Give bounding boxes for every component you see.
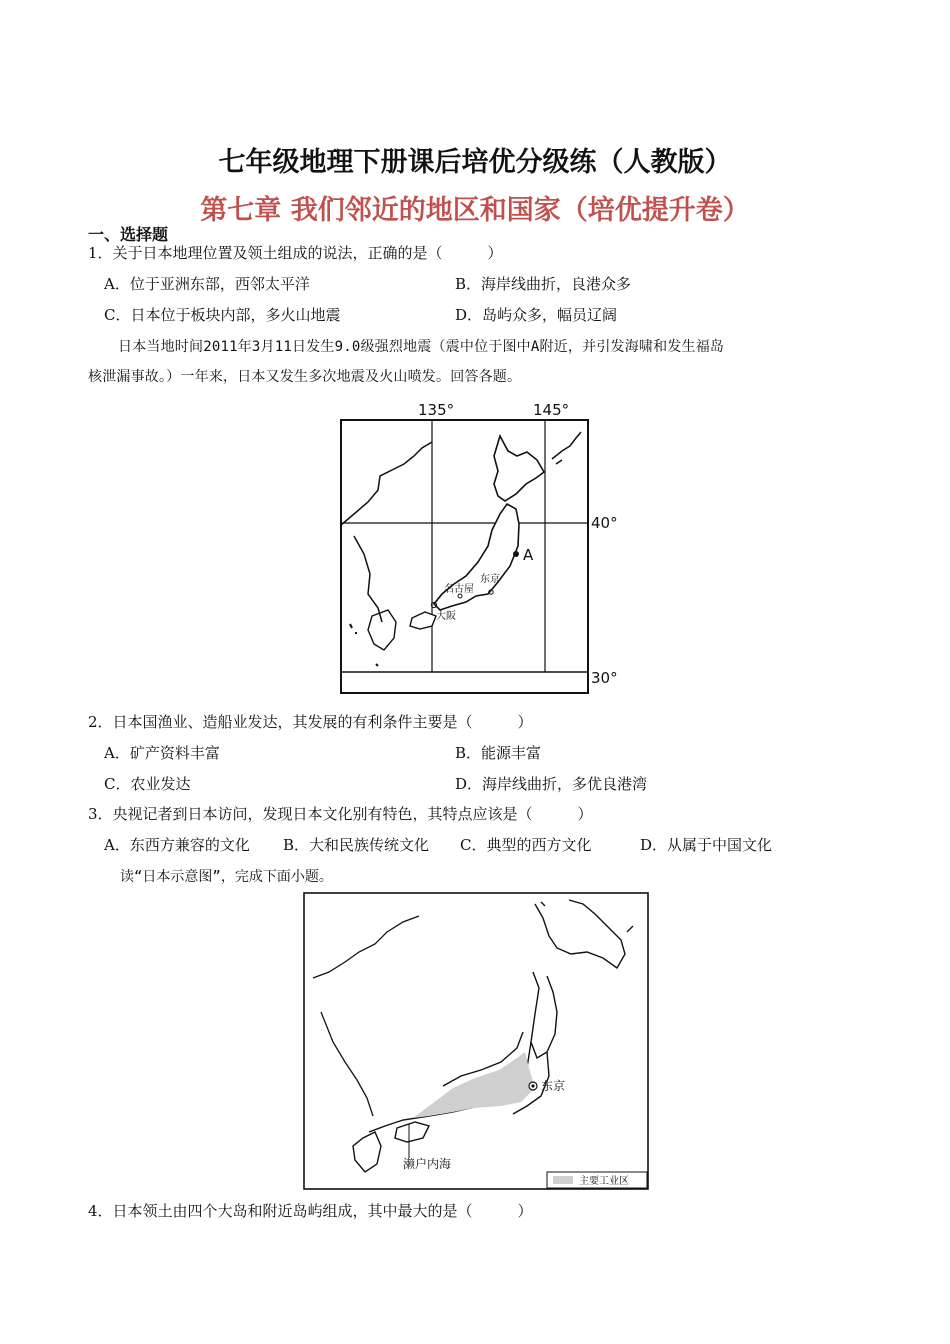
passage-1-line-1: 日本当地时间2011年3月11日发生9.0级强烈地震（震中位于图中A附近，并引发海啸和发生福岛 [118, 339, 725, 355]
city-label-tokyo: 东京 [480, 574, 500, 585]
passage-1-line-2: 核泄漏事故。）一年来，日本又发生多次地震及火山喷发。回答各题。 [88, 369, 522, 385]
epicenter-label: A [523, 546, 534, 564]
question-2-option-d: D．海岸线曲折，多优良港湾 [455, 775, 648, 793]
sea-label-seto: 濑户内海 [403, 1157, 452, 1171]
passage-2-line-1: 读“日本示意图”，完成下面小题。 [120, 869, 333, 885]
question-3-option-c: C．典型的西方文化 [460, 836, 592, 854]
japan-industry-map [303, 892, 650, 1192]
section-heading: 一、选择题 [88, 225, 169, 244]
question-3-option-d: D．从属于中国文化 [640, 836, 773, 854]
question-3-option-b: B．大和民族传统文化 [283, 836, 430, 854]
question-1-option-b: B．海岸线曲折，良港众多 [455, 275, 632, 293]
question-1-option-c: C．日本位于板块内部，多火山地震 [104, 306, 341, 324]
lat-label-40: 40° [591, 514, 618, 532]
question-1-stem: 1．关于日本地理位置及领土组成的说法，正确的是（ ） [88, 244, 503, 262]
lat-label-30: 30° [591, 669, 618, 687]
question-4-stem: 4．日本领土由四个大岛和附近岛屿组成，其中最大的是（ ） [88, 1202, 533, 1220]
city-label-tokyo-2: 东京 [541, 1079, 566, 1093]
lon-label-135: 135° [418, 401, 455, 419]
question-3-stem: 3．央视记者到日本访问，发现日本文化别有特色，其特点应该是（ ） [88, 805, 593, 823]
question-2-option-c: C．农业发达 [104, 775, 191, 793]
page-subtitle: 第七章 我们邻近的地区和国家（培优提升卷） [200, 195, 750, 226]
page-title: 七年级地理下册课后培优分级练（人教版） [218, 147, 732, 178]
question-2-option-a: A．矿产资料丰富 [104, 744, 220, 762]
question-2-stem: 2．日本国渔业、造船业发达，其发展的有利条件主要是（ ） [88, 713, 533, 731]
city-label-nagoya: 名古屋 [444, 584, 474, 595]
question-1-option-a: A．位于亚洲东部，西邻太平洋 [104, 275, 310, 293]
japan-earthquake-map [330, 396, 630, 696]
question-2-option-b: B．能源丰富 [455, 744, 542, 762]
legend-label-industry: 主要工业区 [579, 1176, 629, 1187]
city-label-osaka: 大阪 [436, 611, 456, 622]
lon-label-145: 145° [533, 401, 570, 419]
question-1-option-d: D．岛屿众多，幅员辽阔 [455, 306, 618, 324]
question-3-option-a: A．东西方兼容的文化 [104, 836, 250, 854]
